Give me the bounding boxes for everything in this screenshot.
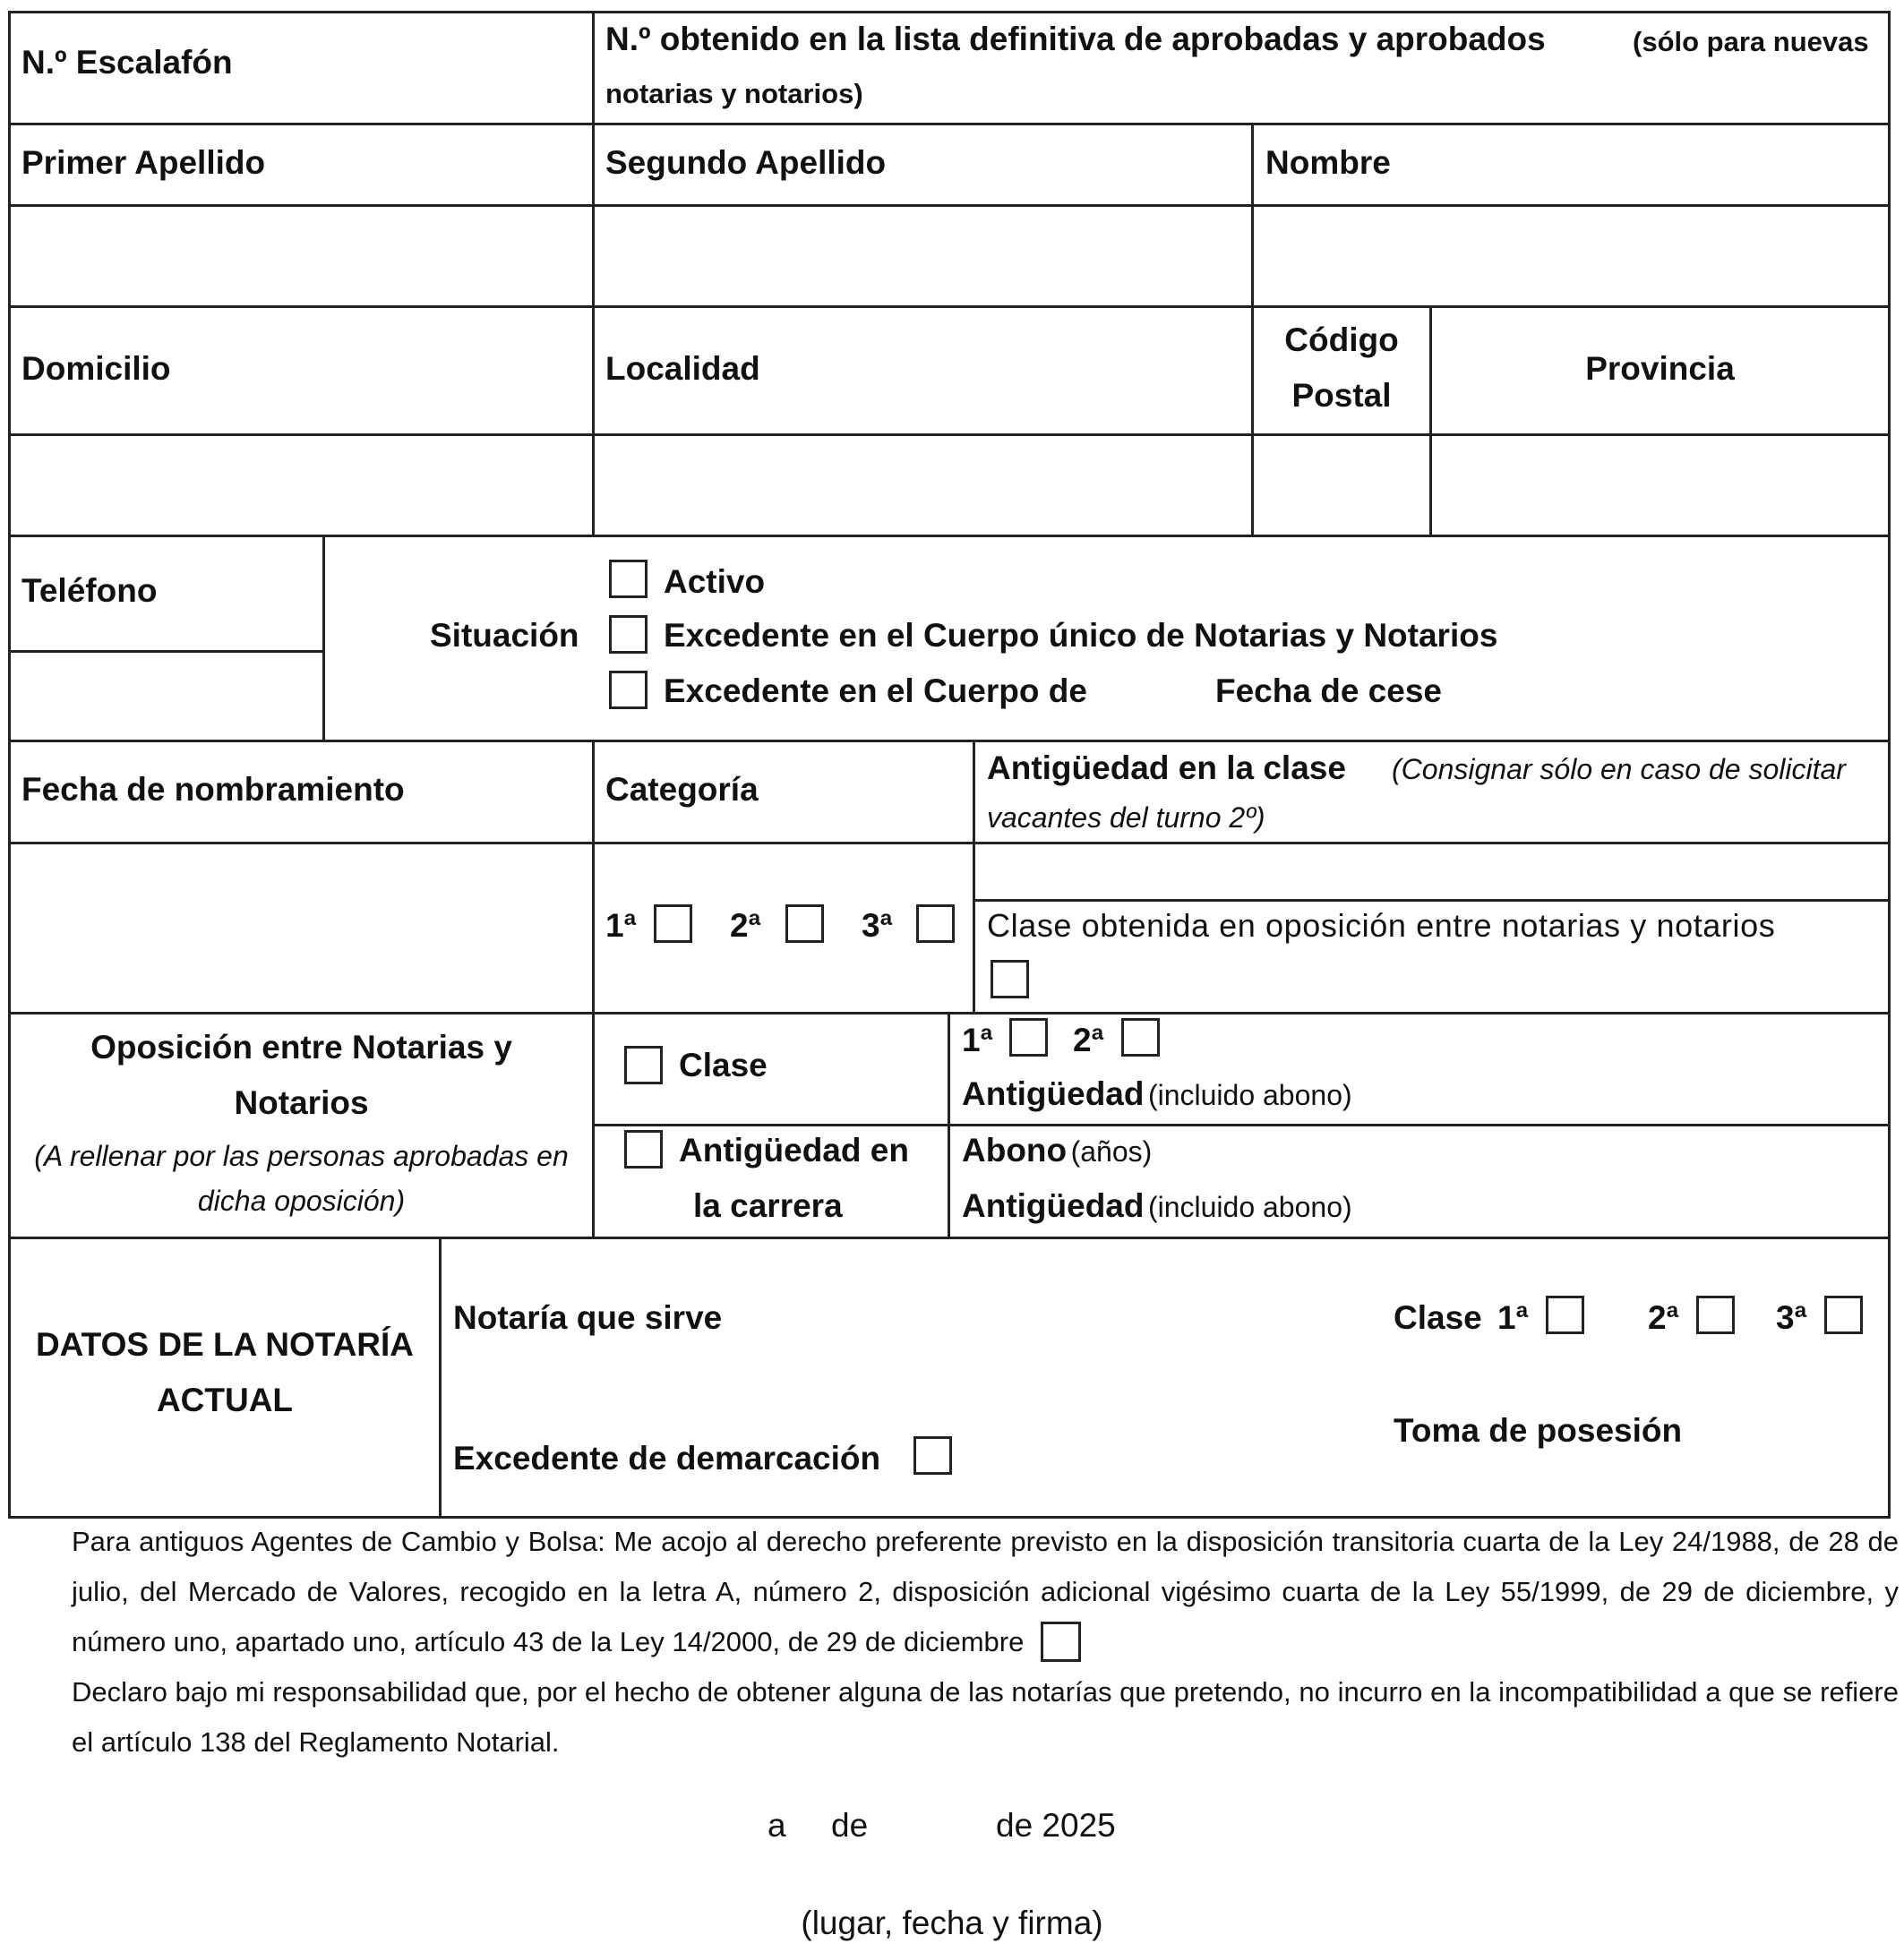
date-year: de 2025 — [996, 1807, 1116, 1844]
lista-label: N.º obtenido en la lista definitiva de aprobadas y aprobados — [605, 21, 1546, 57]
agentes-paragraph — [72, 1517, 1899, 1667]
nombre-field[interactable] — [1254, 207, 1888, 305]
provincia-field[interactable] — [1432, 436, 1888, 535]
clase-obtenida-label: Clase obtenida en oposición entre notarias y notarios — [987, 907, 1776, 944]
antiguedad-carrera-value-label: Antigüedad — [962, 1187, 1145, 1224]
notaria-sirve-label: Notaría que sirve — [453, 1299, 723, 1336]
codigo-postal-field[interactable] — [1254, 436, 1429, 535]
notaria-clase-2-label: 2ª — [1648, 1299, 1679, 1336]
provincia-label: Provincia — [1585, 350, 1735, 387]
clase-obtenida-checkbox[interactable] — [991, 960, 1029, 998]
primer-apellido-field[interactable] — [11, 207, 592, 305]
excedente-cuerpo-unico-checkbox[interactable] — [609, 615, 648, 654]
antiguedad-carrera-label-cont: la carrera — [693, 1187, 843, 1224]
incluido-abono-note: (incluido abono) — [1147, 1079, 1352, 1111]
categoria-2-label: 2ª — [730, 907, 761, 944]
antiguedad-label: Antigüedad — [962, 1075, 1145, 1112]
antiguedad-clase-field[interactable] — [975, 844, 1888, 899]
domicilio-label: Domicilio — [21, 350, 171, 387]
notaria-clase-1-checkbox[interactable] — [1546, 1296, 1584, 1334]
abono-row — [962, 1131, 1152, 1170]
segundo-apellido-field[interactable] — [595, 207, 1251, 305]
notaria-clase-label: Clase — [1394, 1299, 1482, 1336]
notaria-clase-3-checkbox[interactable] — [1824, 1296, 1863, 1334]
excedente-demarcacion-label: Excedente de demarcación — [453, 1440, 881, 1477]
oposicion-clase-1-checkbox[interactable] — [1009, 1018, 1048, 1057]
categoria-1-label: 1ª — [605, 907, 637, 944]
activo-label: Activo — [664, 563, 766, 600]
notaria-actual-title-cont: ACTUAL — [156, 1382, 294, 1418]
oposicion-note-cont: dicha oposición) — [197, 1185, 406, 1217]
notaria-clase-3-label: 3ª — [1776, 1299, 1807, 1336]
excedente-cuerpo-unico-label: Excedente en el Cuerpo único de Notarias y Notarios — [664, 617, 1498, 654]
categoria-3-label: 3ª — [862, 907, 893, 944]
nombre-label: Nombre — [1265, 144, 1391, 181]
abono-label: Abono — [962, 1132, 1068, 1169]
oposicion-clase-2-label: 2ª — [1073, 1022, 1104, 1058]
localidad-field[interactable] — [595, 436, 1251, 535]
antiguedad-clase-note: (Consignar sólo en caso de solicitar — [1392, 753, 1846, 785]
lista-note: (sólo para nuevas — [1633, 26, 1869, 57]
excedente-cuerpo-checkbox[interactable] — [609, 671, 648, 709]
toma-posesion-label: Toma de posesión — [1394, 1412, 1683, 1449]
antiguedad-clase-note-cont: vacantes del turno 2º) — [987, 801, 1265, 834]
categoria-2-checkbox[interactable] — [785, 904, 824, 943]
excedente-demarcacion-checkbox[interactable] — [913, 1436, 952, 1475]
telefono-field[interactable] — [11, 653, 322, 740]
primer-apellido-label: Primer Apellido — [21, 144, 266, 181]
agentes-checkbox[interactable] — [1041, 1622, 1081, 1662]
situacion-label: Situación — [430, 617, 579, 654]
antiguedad-clase-row — [962, 1074, 1352, 1114]
notaria-actual-title: DATOS DE LA NOTARÍA — [35, 1326, 415, 1363]
antiguedad-carrera-checkbox[interactable] — [624, 1130, 663, 1169]
localidad-label: Localidad — [605, 350, 760, 387]
lista-note-cont: notarias y notarios) — [605, 78, 863, 109]
notaria-clase-2-checkbox[interactable] — [1696, 1296, 1735, 1334]
antiguedad-carrera-label: Antigüedad en — [679, 1132, 909, 1169]
oposicion-title-cont: Notarios — [234, 1084, 369, 1121]
antiguedad-carrera-row — [962, 1186, 1352, 1226]
declaro-paragraph: Declaro bajo mi responsabilidad que, por el hecho de obtener alguna de las notarías que pretendo, no incurro en la incompatibilidad a que se refiere el artículo 138 del Reglamento Notarial. — [72, 1676, 1899, 1758]
notaria-clase-1-label: 1ª — [1497, 1299, 1529, 1336]
oposicion-title: Oposición entre Notarias y — [90, 1029, 512, 1066]
escalafon-label: N.º Escalafón — [21, 44, 233, 81]
categoria-1-checkbox[interactable] — [654, 904, 692, 943]
categoria-3-checkbox[interactable] — [916, 904, 955, 943]
segundo-apellido-label: Segundo Apellido — [605, 144, 887, 181]
oposicion-clase-label: Clase — [679, 1047, 768, 1083]
excedente-cuerpo-label: Excedente en el Cuerpo de — [664, 672, 1087, 709]
domicilio-field[interactable] — [11, 436, 592, 535]
codigo-label: Código — [1284, 321, 1399, 358]
oposicion-clase-2-checkbox[interactable] — [1121, 1018, 1160, 1057]
oposicion-note: (A rellenar por las personas aprobadas en — [34, 1140, 569, 1172]
incluido-abono-note-2: (incluido abono) — [1147, 1191, 1352, 1223]
date-de: de — [831, 1807, 869, 1844]
antiguedad-clase-label: Antigüedad en la clase — [987, 749, 1346, 786]
oposicion-clase-1-label: 1ª — [962, 1022, 993, 1058]
anos-note: (años) — [1070, 1135, 1153, 1168]
fecha-cese-label: Fecha de cese — [1215, 672, 1442, 709]
telefono-label: Teléfono — [21, 572, 158, 609]
activo-checkbox[interactable] — [609, 560, 648, 598]
fecha-nombramiento-field[interactable] — [11, 844, 592, 1012]
agentes-text: Para antiguos Agentes de Cambio y Bolsa: Me acojo al derecho preferente previsto en la disposición transitoria cuarta de la Ley 24/1988, de 28 de julio, del Mercado de Valores, recogido en la letra A, número 2, disposición adicional vigésimo cuarta de la Ley 55/1999, de 29 de diciembre, y número uno, apartado uno, artículo 43 de la Ley 14/2000, de 29 de diciembre — [72, 1526, 1899, 1657]
fecha-nombramiento-label: Fecha de nombramiento — [21, 771, 405, 808]
categoria-label: Categoría — [605, 771, 759, 808]
date-a: a — [768, 1807, 786, 1844]
oposicion-clase-checkbox[interactable] — [624, 1046, 663, 1084]
postal-label: Postal — [1291, 377, 1392, 414]
firma-caption: (lugar, fecha y firma) — [801, 1905, 1103, 1941]
